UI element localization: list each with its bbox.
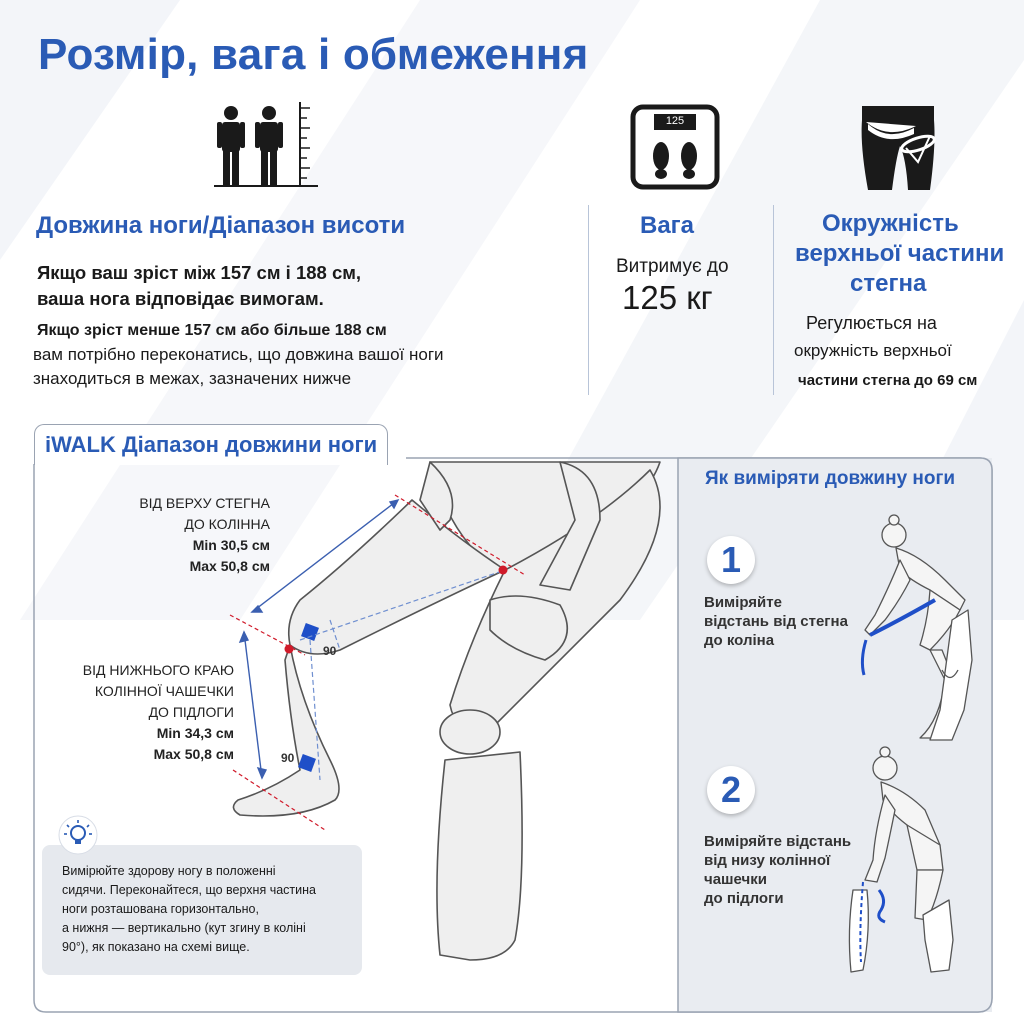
- hint-line3: ноги розташована горизонтально,: [62, 902, 259, 916]
- page-title: Розмір, вага і обмеження: [38, 30, 589, 79]
- weight-line1: Витримує до: [616, 256, 729, 277]
- thigh-title-line3: стегна: [850, 270, 927, 297]
- separator-2: [773, 205, 774, 395]
- leg-text-line1: Якщо ваш зріст між 157 см і 188 см,: [37, 262, 362, 283]
- step1-line1: Виміряйте: [704, 594, 782, 611]
- step2-text: [704, 832, 851, 908]
- leg-length-title: Довжина ноги/Діапазон висоти: [36, 212, 406, 239]
- thigh-line2: окружність верхньої: [794, 341, 952, 360]
- thigh-title-line2: верхньої частини: [795, 240, 1005, 267]
- leg-text-line3: Якщо зріст менше 157 см або більше 188 см: [37, 322, 387, 339]
- hint-line2: сидячи. Переконайтеся, що верхня частина: [62, 883, 316, 897]
- lower-label-3: ДО ПІДЛОГИ: [148, 704, 234, 720]
- lower-label-1: ВІД НИЖНЬОГО КРАЮ: [82, 662, 234, 678]
- step2-badge: 2: [707, 766, 755, 814]
- upper-label-1: ВІД ВЕРХУ СТЕГНА: [139, 495, 270, 511]
- weight-title: Вага: [640, 212, 695, 239]
- range-panel-tab: iWALK Діапазон довжини ноги: [34, 424, 388, 465]
- step1-line2: відстань від стегна: [704, 613, 848, 630]
- thigh-icon: [858, 106, 938, 190]
- lower-label-2: КОЛІННОЇ ЧАШЕЧКИ: [94, 683, 234, 699]
- leg-text-line4: вам потрібно переконатись, що довжина вашої ноги: [33, 345, 444, 364]
- hint-line5: 90°), як показано на схемі вище.: [62, 940, 250, 954]
- angle-label-upper: 90: [323, 644, 337, 658]
- scale-display: 125: [665, 115, 685, 127]
- step1-badge: 1: [707, 536, 755, 584]
- lower-max: Max 50,8 см: [153, 746, 234, 762]
- lightbulb-icon: [58, 815, 98, 855]
- upper-max: Max 50,8 см: [189, 558, 270, 574]
- step1-figure: [850, 510, 980, 745]
- step1-line3: до коліна: [704, 632, 775, 649]
- step2-line3: чашечки: [704, 871, 767, 888]
- separator-1: [588, 205, 589, 395]
- step2-line2: від низу колінної: [704, 852, 831, 869]
- leg-text-line5: знаходиться в межах, зазначених нижче: [33, 369, 352, 388]
- hint-line1: Вимірюйте здорову ногу в положенні: [62, 864, 276, 878]
- lower-measure: [48, 660, 234, 765]
- step1-text: [704, 593, 848, 650]
- lower-min: Min 34,3 см: [156, 725, 234, 741]
- people-height-icon: [214, 100, 320, 190]
- step2-line4: до підлоги: [704, 890, 784, 907]
- upper-label-2: ДО КОЛІННА: [184, 516, 270, 532]
- weight-value: 125 кг: [622, 279, 713, 316]
- upper-measure: [108, 493, 270, 577]
- angle-label-lower: 90: [281, 751, 295, 765]
- step2-figure: [845, 740, 975, 985]
- hint-text: [62, 862, 316, 957]
- leg-text-line2: ваша нога відповідає вимогам.: [37, 288, 324, 309]
- thigh-title-line1: Окружність: [822, 210, 959, 237]
- hint-line4: а нижня — вертикально (кут згину в коліні: [62, 921, 306, 935]
- measure-panel-title: Як виміряти довжину ноги: [705, 468, 956, 489]
- thigh-line3: частини стегна до 69 см: [798, 372, 978, 389]
- upper-min: Min 30,5 см: [192, 537, 270, 553]
- thigh-line1: Регулюється на: [806, 313, 937, 333]
- step2-line1: Виміряйте відстань: [704, 833, 852, 850]
